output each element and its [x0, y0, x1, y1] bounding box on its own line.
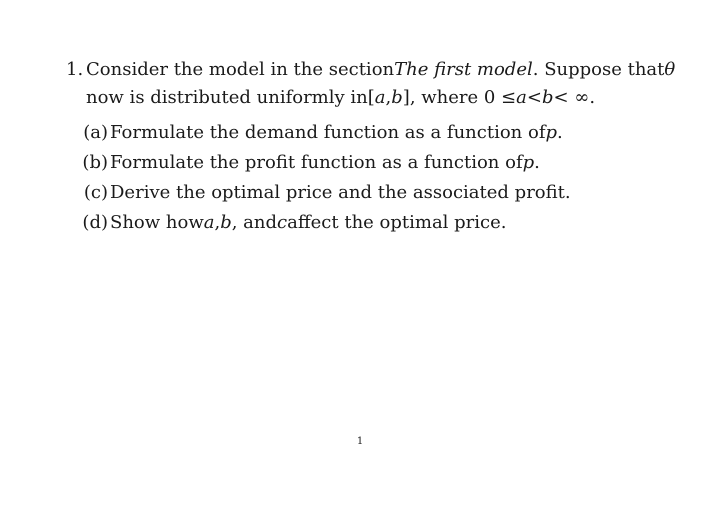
part-end: . [534, 152, 540, 173]
interval-close: ] [402, 87, 410, 108]
part-label: (c) [83, 182, 108, 203]
var-c: c [277, 212, 288, 233]
part-sep: , [214, 212, 221, 233]
theta-symbol: θ [664, 59, 676, 80]
interval-comma: , [385, 87, 392, 108]
lt-sign-2: < ∞. [553, 87, 596, 108]
lt-sign-1: < [526, 87, 542, 108]
var-b: b [220, 212, 232, 233]
part-label: (a) [83, 122, 108, 143]
part-b [78, 148, 678, 178]
problem-text-2: . Suppose that [532, 59, 665, 80]
problem-text-where: , where 0 ≤ [409, 87, 517, 108]
interval-open: [ [367, 87, 375, 108]
part-text: Formulate the profit function as a function of [110, 152, 523, 173]
part-text: Derive the optimal price and the associated profit. [110, 182, 571, 203]
part-end: . [557, 122, 563, 143]
part-d [78, 208, 678, 238]
problem-text-3: now is distributed uniformly in [86, 87, 368, 108]
var-p: p [522, 152, 535, 173]
var-a: a [203, 212, 215, 233]
part-label: (b) [82, 152, 108, 173]
var-b-ineq: b [541, 87, 554, 108]
part-text: affect the optimal price. [287, 212, 507, 233]
page-number: 1 [356, 436, 364, 447]
problem-text-1: Consider the model in the section [86, 59, 395, 80]
var-a-ineq: a [516, 87, 527, 108]
part-a [78, 118, 678, 148]
problem-1 [66, 56, 676, 112]
problem-line-2 [66, 84, 676, 112]
part-text: Formulate the demand function as a function of [110, 122, 546, 143]
part-c [78, 178, 678, 208]
section-title: The first model [394, 59, 533, 80]
part-sep: , and [231, 212, 278, 233]
var-a: a [374, 87, 386, 108]
var-b: b [391, 87, 403, 108]
part-text: Show how [110, 212, 204, 233]
problem-line-1 [66, 56, 676, 84]
part-label: (d) [82, 212, 108, 233]
problem-parts [78, 118, 678, 238]
problem-number: 1. [66, 59, 84, 80]
var-p: p [545, 122, 558, 143]
